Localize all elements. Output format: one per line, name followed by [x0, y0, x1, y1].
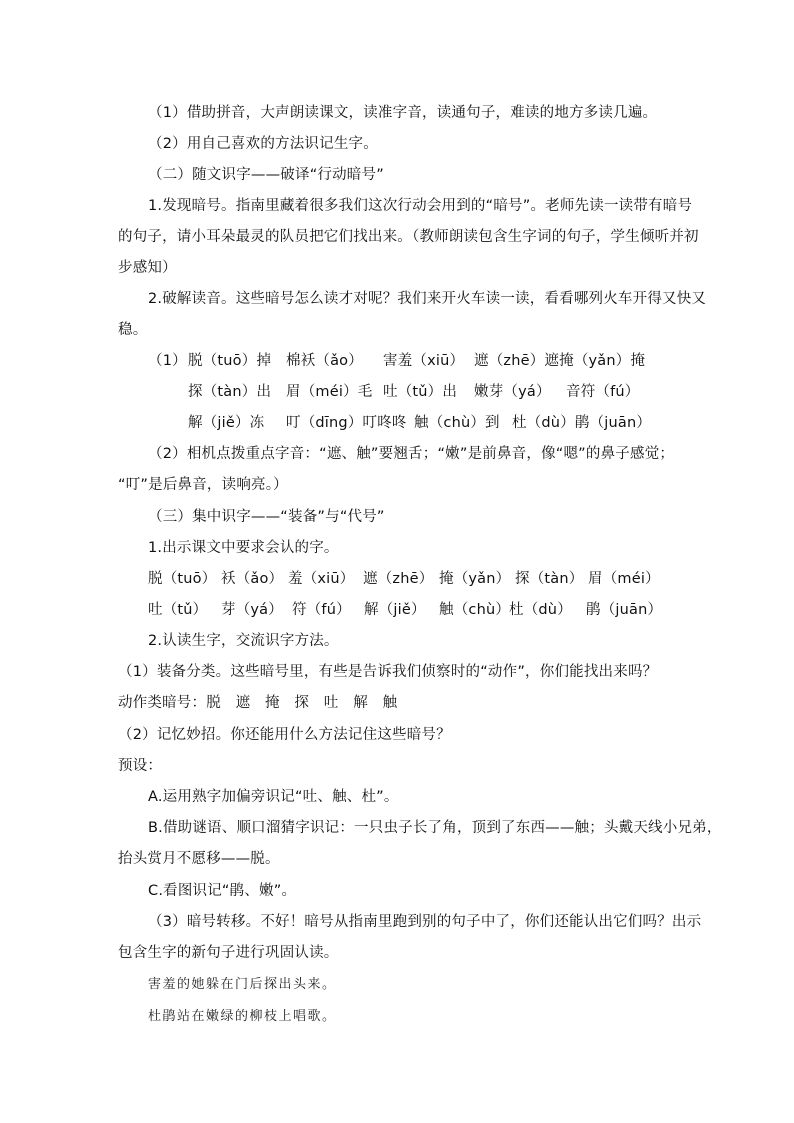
- section-3-heading: （三）集中识字——“装备”与“代号”: [148, 509, 385, 525]
- char-item: 遮（zhē）: [363, 571, 434, 587]
- paragraph-show-chars: 1.出示课文中要求会认的字。: [148, 540, 339, 556]
- paragraph-read-chars: 2.认读生字，交流识字方法。: [148, 633, 339, 649]
- practice-sentence-2: 杜鹃站在嫩绿的柳枝上唱歌。: [148, 1009, 337, 1024]
- step-1: （1）借助拼音，大声朗读课文，读准字音，读通句子，难读的地方多读几遍。: [148, 105, 658, 121]
- preset-label: 预设：: [118, 758, 163, 774]
- pinyin-row-2: [0, 382, 794, 402]
- pinyin-word: 探（tàn）出: [188, 384, 272, 400]
- preset-a: A.运用熟字加偏旁识记“吐、触、杜”。: [148, 789, 399, 805]
- char-item: 杜（dù）: [509, 602, 572, 618]
- char-item: 吐（tǔ）: [148, 602, 208, 618]
- paragraph-decode-line-2: 稳。: [118, 322, 148, 338]
- step-2: （2）用自己喜欢的方法识记生字。: [148, 136, 378, 152]
- question-3-line-1: （3）暗号转移。不好！暗号从指南里跑到别的句子中了，你们还能认出它们吗？出示: [148, 914, 702, 930]
- pinyin-word: 遮（zhē）遮掩（yǎn）掩: [474, 353, 646, 369]
- pinyin-word: 音符（fú）: [566, 384, 640, 400]
- paragraph-discover-line-2: 的句子，请小耳朵最灵的队员把它们找出来。（教师朗读包含生字词的句子，学生倾听并初: [118, 229, 699, 245]
- pinyin-word: 触（chù）到: [414, 415, 500, 431]
- note-line-1: （2）相机点拨重点字音：“遮、触”要翘舌；“嫩”是前鼻音，像“嗯”的鼻子感觉；: [148, 446, 675, 462]
- char-item: 眉（méi）: [588, 571, 660, 587]
- char-item: 羞（xiū）: [288, 571, 355, 587]
- pinyin-word: 吐（tǔ）出: [383, 384, 458, 400]
- char-item: 脱（tuō）: [148, 571, 217, 587]
- question-1: （1）装备分类。这些暗号里，有些是告诉我们侦察时的“动作”，你们能找出来吗？: [118, 664, 658, 680]
- paragraph-discover-line-3: 步感知）: [118, 260, 177, 276]
- char-item: 鹃（juān）: [586, 602, 663, 618]
- pinyin-word: 脱（tuō）掉: [188, 353, 272, 369]
- note-line-2: “叮”是后鼻音，读响亮。）: [118, 477, 288, 493]
- preset-c: C.看图识记“鹃、嫩”。: [148, 883, 297, 899]
- preset-b-line-2: 抬头赏月不愿移——脱。: [118, 851, 280, 867]
- char-item: 触（chù）: [439, 602, 511, 618]
- pinyin-word: 叮（dīng）叮咚咚: [286, 415, 407, 431]
- chars-row-2: [0, 600, 794, 620]
- pinyin-row-1: [0, 351, 794, 371]
- pinyin-word: 杜（dù）鹃（juān）: [512, 415, 652, 431]
- char-item: 探（tàn）: [515, 571, 584, 587]
- paragraph-discover-line-1: 1.发现暗号。指南里藏着很多我们这次行动会用到的“暗号”。老师先读一读带有暗号: [148, 198, 693, 214]
- char-item: 芽（yá）: [221, 602, 283, 618]
- pinyin-word: 棉袄（ǎo）: [286, 353, 363, 369]
- practice-sentence-1: 害羞的她躲在门后探出头来。: [148, 977, 337, 992]
- char-item: 袄（ǎo）: [221, 571, 284, 587]
- char-item: 掩（yǎn）: [439, 571, 511, 587]
- chars-row-1: [0, 569, 794, 589]
- question-2: （2）记忆妙招。你还能用什么方法记住这些暗号？: [118, 727, 451, 743]
- preset-b-line-1: B.借助谜语、顺口溜猜字识记：一只虫子长了角，顶到了东西——触；头戴天线小兄弟，: [148, 820, 722, 836]
- pinyin-word: 解（jiě）冻: [188, 415, 265, 431]
- pinyin-word: 眉（méi）毛: [286, 384, 373, 400]
- paragraph-decode-line-1: 2.破解读音。这些暗号怎么读才对呢？我们来开火车读一读，看看哪列火车开得又快又: [148, 291, 707, 307]
- pinyin-word: 嫩芽（yá）: [474, 384, 551, 400]
- char-item: 符（fú）: [292, 602, 351, 618]
- section-2-heading: （二）随文识字——破译“行动暗号”: [148, 167, 384, 183]
- char-item: 解（jiě）: [364, 602, 426, 618]
- pinyin-row-3: [0, 413, 794, 433]
- action-codes: 动作类暗号：脱 遮 掩 探 吐 解 触: [118, 695, 398, 711]
- question-3-line-2: 包含生字的新句子进行巩固认读。: [118, 945, 339, 961]
- pinyin-word: 害羞（xiū）: [383, 353, 465, 369]
- pinyin-label: （1）: [148, 353, 187, 369]
